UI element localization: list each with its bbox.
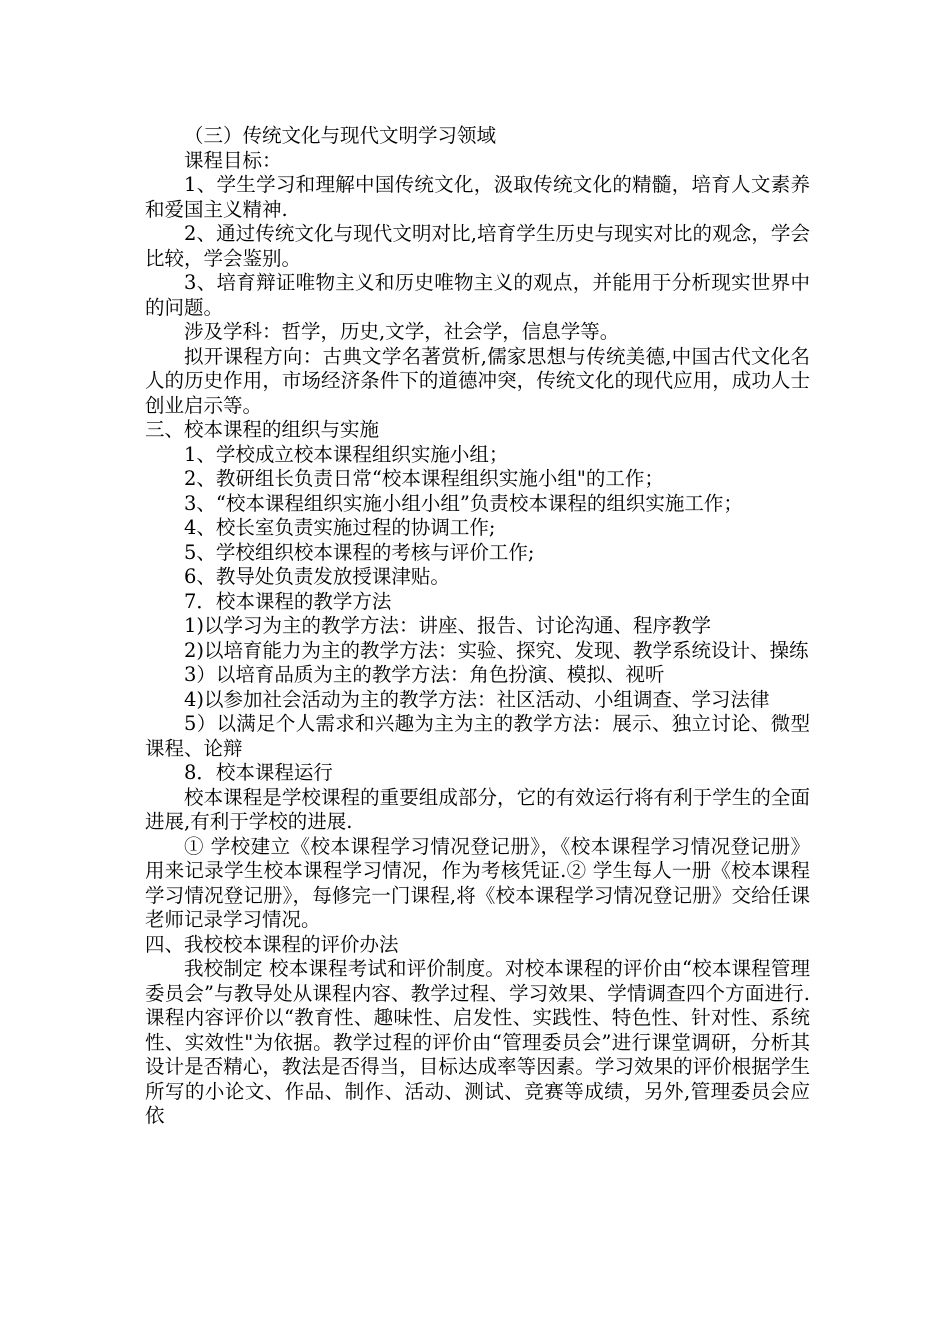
course-operation-heading: 8．校本课程运行: [184, 761, 333, 784]
method-item-4: 4)以参加社会活动为主的教学方法：社区活动、小组调查、学习法律: [184, 687, 770, 711]
registration-book-paragraph: ① 学校建立《校本课程学习情况登记册》，《校本课程学习情况登记册》用来记录学生校本课程学习情况，作为考核凭证.② 学生每人一册《校本课程学习情况登记册》，每修完一门课程,将《校本课程学习情况登记册》交给任课老师记录学习情况。: [145, 834, 810, 931]
goal-item-3: 3、培育辩证唯物主义和历史唯物主义的观点，并能用于分析现实世界中的问题。: [145, 271, 810, 319]
org-item-4: 4、校长室负责实施过程的协调工作;: [184, 516, 496, 539]
section-heading-organization: 三、校本课程的组织与实施: [145, 418, 380, 441]
org-item-3: 3、“校本课程组织实施小组小组”负责校本课程的组织实施工作；: [184, 491, 743, 515]
course-operation-paragraph: 校本课程是学校课程的重要组成部分，它的有效运行将有利于学生的全面进展,有利于学校的进展.: [145, 785, 810, 833]
org-item-5: 5、学校组织校本课程的考核与评价工作;: [184, 540, 535, 564]
method-item-5: 5）以满足个人需求和兴趣为主为主的教学方法：展示、独立讨论、微型课程、论辩: [145, 712, 810, 760]
goal-item-2: 2、通过传统文化与现代文明对比,培育学生历史与现实对比的观念，学会比较，学会鉴别。: [145, 222, 810, 270]
section-heading-evaluation: 四、我校校本课程的评价办法: [145, 932, 399, 956]
org-item-2: 2、教研组长负责日常“校本课程组织实施小组"的工作；: [184, 467, 664, 490]
method-item-1: 1)以学习为主的教学方法：讲座、报告、讨论沟通、程序教学: [184, 614, 712, 637]
planned-course-directions: 拟开课程方向：古典文学名著赏析,儒家思想与传统美德,中国古代文化名人的历史作用，市场经济条件下的道德冲突，传统文化的现代应用，成功人士创业启示等。: [145, 344, 810, 417]
subjects-involved: 涉及学科：哲学，历史,文学，社会学，信息学等。: [184, 320, 620, 343]
method-item-2: 2)以培育能力为主的教学方法：实验、探究、发现、教学系统设计、操练: [184, 638, 809, 662]
org-item-6: 6、教导处负责发放授课津贴。: [184, 565, 450, 588]
course-goals-label: 课程目标：: [184, 148, 282, 172]
goal-item-1: 1、学生学习和理解中国传统文化，汲取传统文化的精髓，培育人文素养和爱国主义精神.: [145, 173, 810, 221]
method-item-3: 3）以培育品质为主的教学方法：角色扮演、模拟、视听: [184, 663, 665, 686]
org-item-1: 1、学校成立校本课程组织实施小组；: [184, 442, 509, 466]
teaching-methods-heading: 7．校本课程的教学方法: [184, 589, 392, 613]
section-subheading-traditional-culture: （三）传统文化与现代文明学习领域: [184, 124, 497, 147]
evaluation-paragraph: 我校制定 校本课程考试和评价制度。对校本课程的评价由“校本课程管理委员会”与教导处从课程内容、教学过程、学习效果、学情调查四个方面进行.课程内容评价以“教育性、趣味性、启发性、实践性、特色性、针对性、系统性、实效性"为依据。教学过程的评价由“管理委员会”进行课堂调研，分析其设计是否精心，教法是否得当，目标达成率等因素。学习效果的评价根据学生所写的小论文、作品、制作、活动、测试、竞赛等成绩，另外,管理委员会应依: [145, 957, 810, 1127]
